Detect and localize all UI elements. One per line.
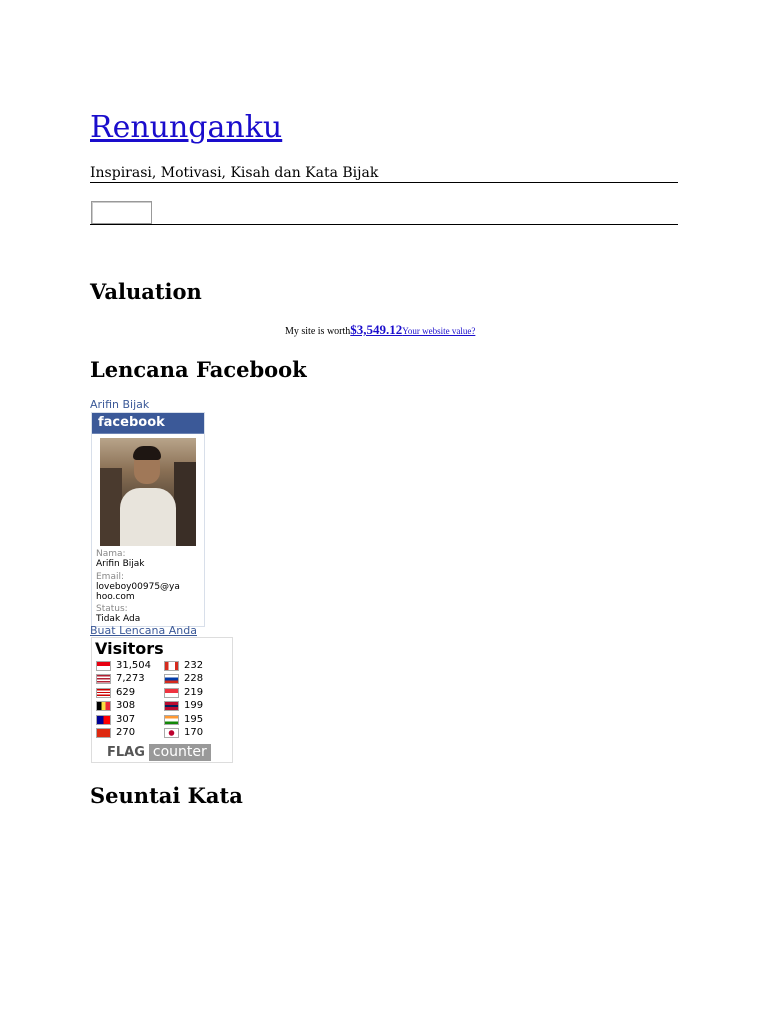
flag-counter-widget[interactable] xyxy=(91,637,233,763)
seuntai-kata-heading: Seuntai Kata xyxy=(90,783,243,808)
belgium-flag-icon xyxy=(96,701,111,711)
facebook-profile-link[interactable]: Arifin Bijak xyxy=(90,398,150,411)
visitor-count: 195 xyxy=(184,714,204,725)
counter-row xyxy=(164,686,203,699)
visitor-count: 228 xyxy=(184,673,204,684)
valuation-amount-link[interactable]: $3,549.12 xyxy=(350,322,403,337)
counter-text: counter xyxy=(149,744,211,761)
badge-name-value: Arifin Bijak xyxy=(96,559,145,569)
badge-name-label: Nama: xyxy=(96,549,126,559)
profile-photo xyxy=(100,438,196,546)
visitor-count: 629 xyxy=(116,687,136,698)
create-badge-link[interactable]: Buat Lencana Anda xyxy=(90,624,197,637)
visitor-count: 307 xyxy=(116,714,136,725)
visitor-count: 199 xyxy=(184,700,204,711)
visitors-title: Visitors xyxy=(95,639,164,658)
visitor-count: 270 xyxy=(116,727,136,738)
site-title-link[interactable]: Renunganku xyxy=(90,110,283,145)
japan-flag-icon xyxy=(164,728,179,738)
header-divider xyxy=(90,224,678,225)
norway-flag-icon xyxy=(164,701,179,711)
badge-status-value: Tidak Ada xyxy=(96,614,141,624)
visitor-count: 219 xyxy=(184,687,204,698)
counter-row xyxy=(164,726,203,739)
india-flag-icon xyxy=(164,715,179,725)
badge-email-value: loveboy00975@ya hoo.com xyxy=(96,582,180,602)
counter-row xyxy=(96,699,135,712)
visitor-count: 308 xyxy=(116,700,136,711)
counter-row xyxy=(96,686,135,699)
facebook-badge[interactable] xyxy=(91,412,205,627)
counter-row xyxy=(96,659,151,672)
badge-email-label: Email: xyxy=(96,572,125,582)
visitor-count: 232 xyxy=(184,660,204,671)
counter-row xyxy=(96,672,145,685)
counter-row xyxy=(164,659,203,672)
usa-flag-icon xyxy=(96,674,111,684)
counter-row xyxy=(96,713,135,726)
indonesia-flag-icon xyxy=(96,661,111,671)
valuation-heading: Valuation xyxy=(90,279,202,304)
badge-status-label: Status: xyxy=(96,604,128,614)
visitor-count: 7,273 xyxy=(116,673,145,684)
visitor-count: 170 xyxy=(184,727,204,738)
flag-counter-logo[interactable] xyxy=(107,744,232,761)
facebook-logo: facebook xyxy=(92,413,204,434)
taiwan-flag-icon xyxy=(96,715,111,725)
facebook-badge-heading: Lencana Facebook xyxy=(90,357,307,382)
website-value-link[interactable]: Your website value? xyxy=(402,326,476,336)
counter-row xyxy=(164,672,203,685)
counter-row xyxy=(96,726,135,739)
flag-text: FLAG xyxy=(107,744,149,761)
visitor-count: 31,504 xyxy=(116,660,151,671)
counter-row xyxy=(164,699,203,712)
valuation-prefix: My site is worth xyxy=(285,326,351,337)
valuation-widget xyxy=(285,322,475,338)
site-tagline: Inspirasi, Motivasi, Kisah dan Kata Bijak xyxy=(90,165,678,183)
malaysia-flag-icon xyxy=(96,688,111,698)
russia-flag-icon xyxy=(164,674,179,684)
china-flag-icon xyxy=(96,728,111,738)
canada-flag-icon xyxy=(164,661,179,671)
singapore-flag-icon xyxy=(164,688,179,698)
search-input[interactable] xyxy=(91,201,152,224)
counter-row xyxy=(164,713,203,726)
